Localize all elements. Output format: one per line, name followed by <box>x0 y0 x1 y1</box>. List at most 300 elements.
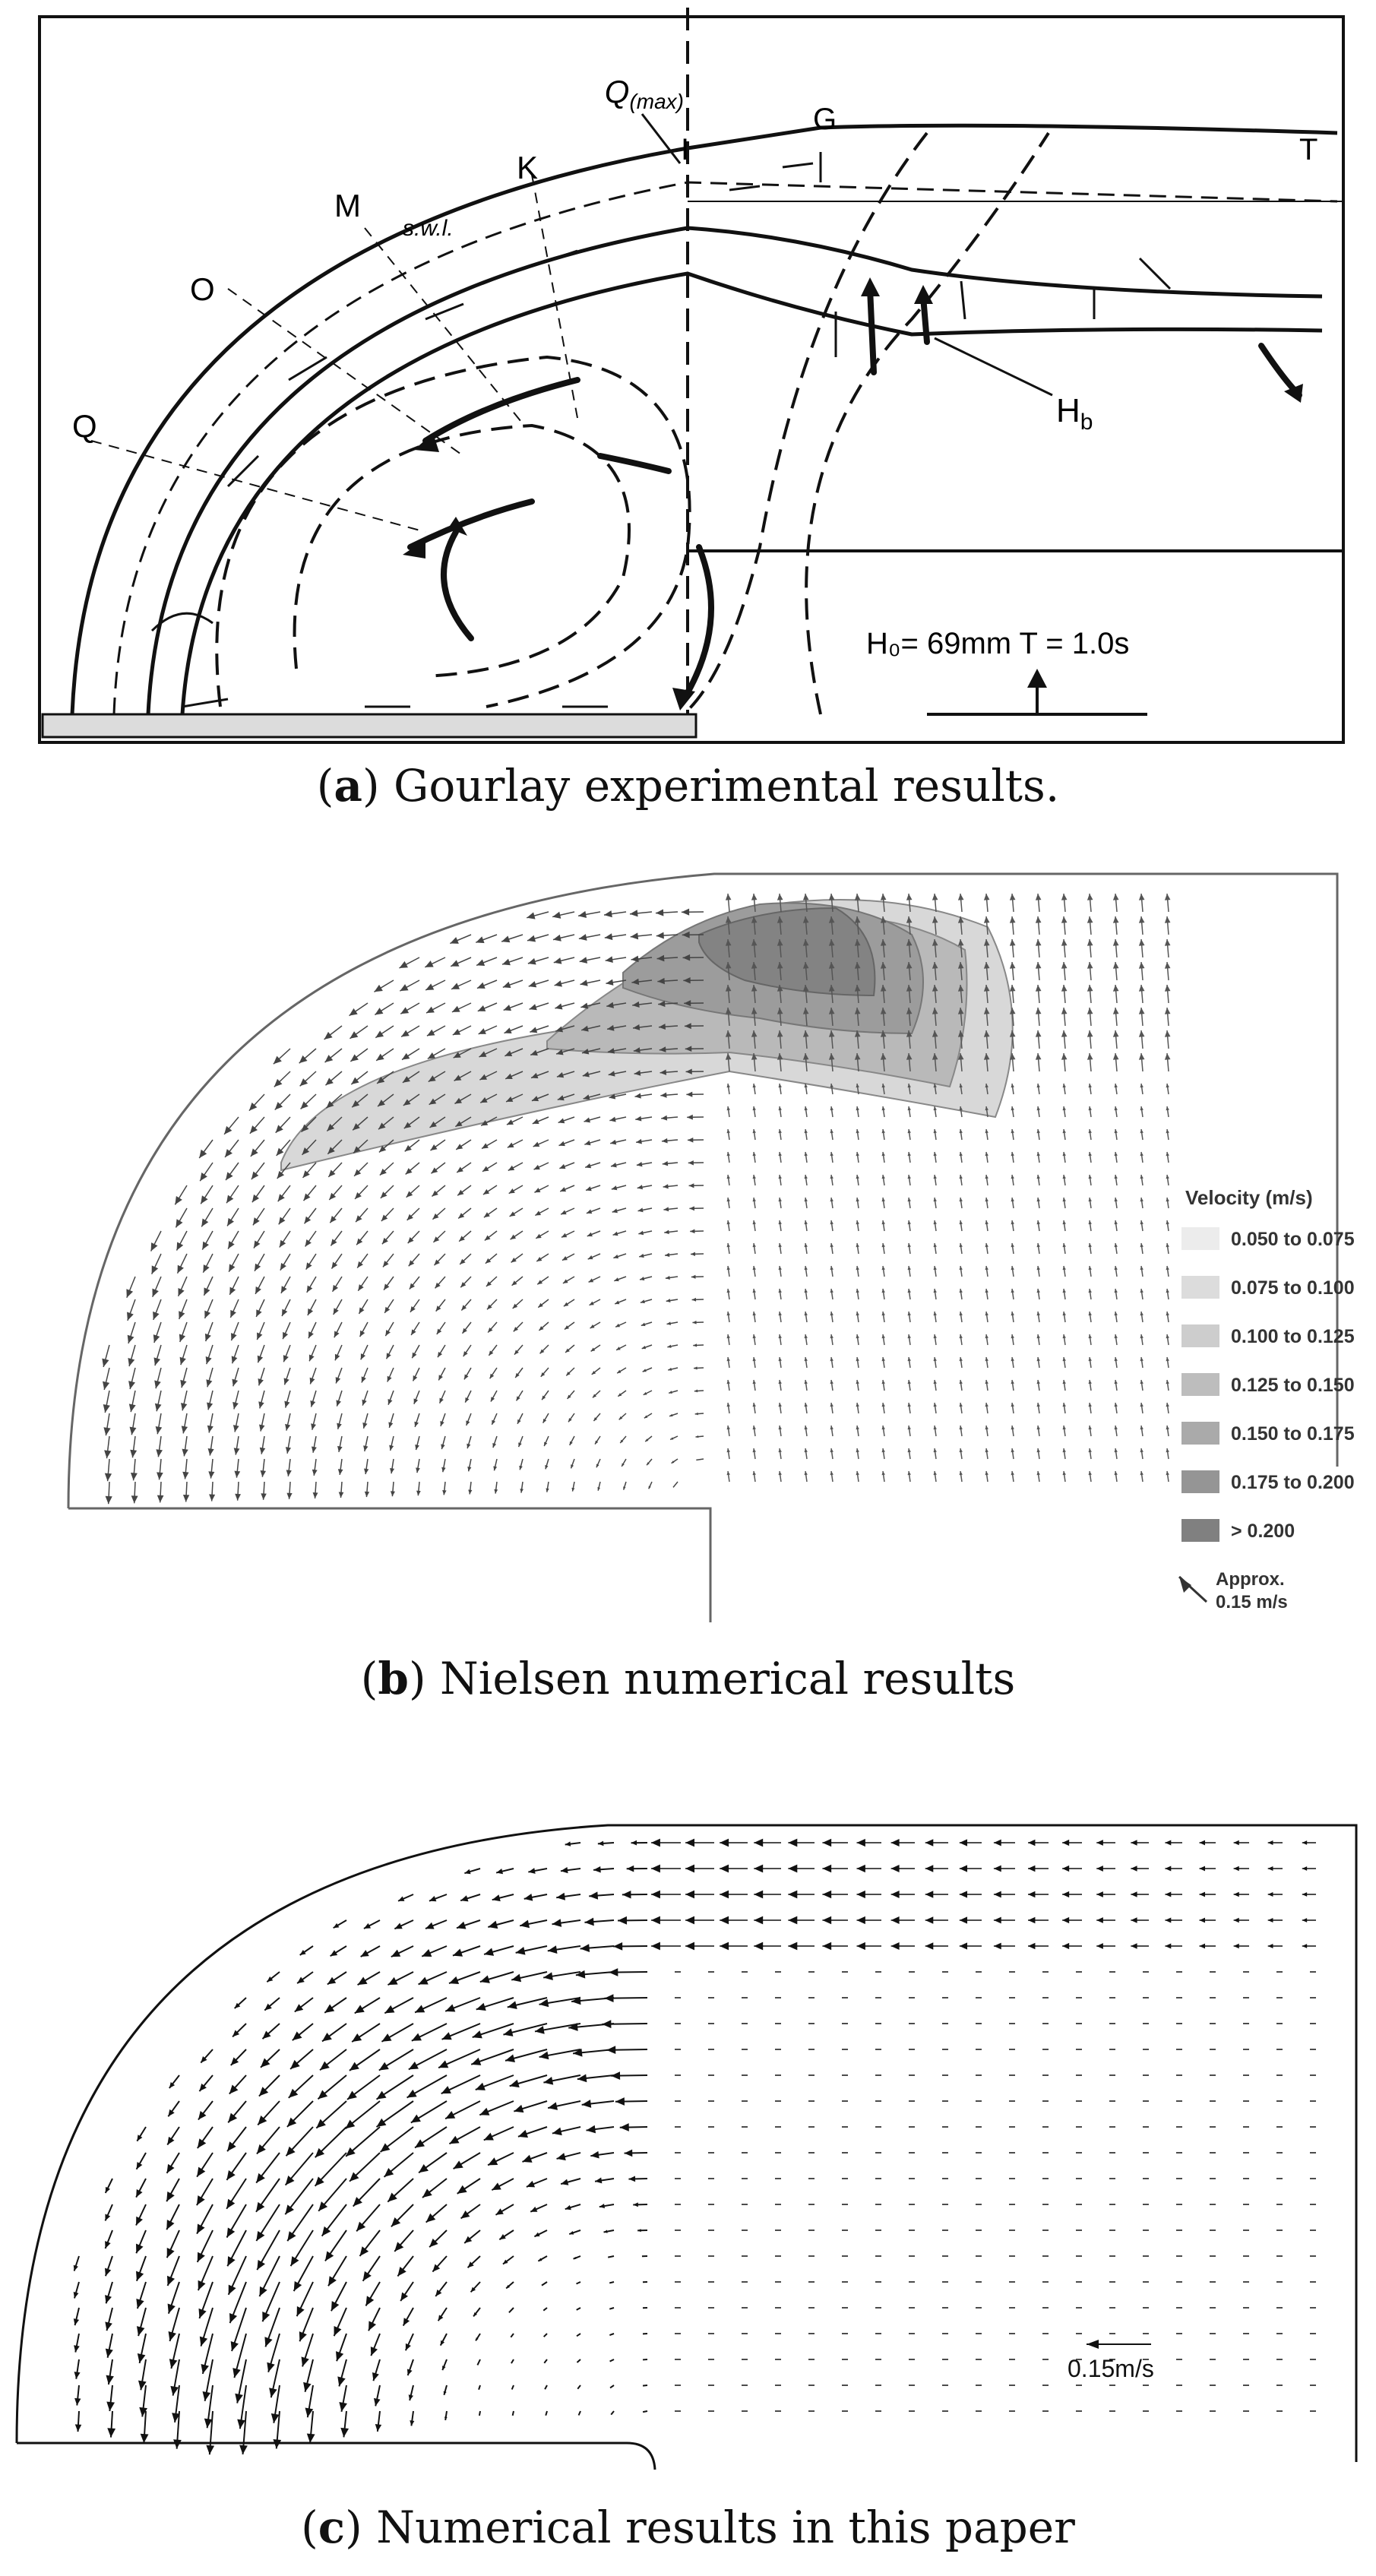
vector-arrow-head <box>689 1183 694 1188</box>
vector-arrow-head <box>228 1241 235 1248</box>
vector-arrow-head <box>635 1116 641 1122</box>
vector-arrow-head <box>604 910 612 917</box>
vector-arrow-head <box>375 1030 384 1037</box>
vector-arrow-head <box>514 2105 524 2112</box>
vector-arrow-head <box>375 1008 383 1014</box>
vector-arrow-head <box>351 1078 359 1084</box>
vector-arrow-head <box>891 1942 900 1950</box>
vector-arrow-head <box>984 894 990 900</box>
vector-arrow-head <box>492 1443 496 1448</box>
vector-arrow-head <box>225 1149 232 1157</box>
vector-arrow-head <box>350 1008 358 1016</box>
vector-arrow <box>609 2334 614 2335</box>
vector-arrow-head <box>331 1239 337 1245</box>
vector-arrow-head <box>471 2058 481 2065</box>
vector-arrow-head <box>1200 1944 1206 1949</box>
vector-arrow-head <box>1062 1891 1069 1897</box>
vector-arrow-head <box>310 1400 315 1407</box>
vector-arrow-head <box>606 979 613 986</box>
vector-arrow-head <box>441 1467 445 1473</box>
vector-arrow-head <box>1165 916 1171 923</box>
vector-arrow-head <box>822 1891 831 1899</box>
vector-arrow-head <box>615 2097 625 2106</box>
vector-arrow-head <box>430 1144 437 1150</box>
vector-arrow-head <box>201 1219 208 1227</box>
vector-arrow-head <box>464 1869 470 1874</box>
vector-arrow-head <box>260 1448 265 1454</box>
vector-arrow-head <box>283 1355 289 1362</box>
vector-arrow <box>610 2385 614 2388</box>
vector-arrow-head <box>350 1031 358 1039</box>
vector-arrow-head <box>777 894 783 900</box>
vector-arrow-head <box>1139 1053 1145 1060</box>
vector-arrow-head <box>388 1399 393 1405</box>
vector-arrow-head <box>130 1427 137 1435</box>
vector-arrow-head <box>1010 985 1016 992</box>
vector-arrow-head <box>203 2391 211 2401</box>
vector-arrow-head <box>1302 1866 1307 1871</box>
vector-arrow-head <box>1165 1008 1171 1014</box>
legend-label: 0.125 to 0.150 <box>1231 1375 1355 1396</box>
legend-ref-line1: Approx. <box>1216 1569 1285 1590</box>
vector-arrow-head <box>822 1865 831 1873</box>
vector-arrow-head <box>754 1916 763 1925</box>
vector-arrow-head <box>153 1312 159 1320</box>
vector-arrow-head <box>618 1916 627 1925</box>
vector-arrow-head <box>1165 1840 1171 1845</box>
vector-arrow-head <box>511 1235 516 1239</box>
vector-arrow-head <box>480 1976 490 1983</box>
label-k: K <box>517 150 539 185</box>
vector-arrow-head <box>239 2445 248 2454</box>
vector-arrow-head <box>297 1977 305 1984</box>
vector-arrow-head <box>484 1212 490 1217</box>
vector-arrow-head <box>454 2160 463 2169</box>
vector-arrow-head <box>102 1359 109 1367</box>
vector-arrow-head <box>636 1139 642 1144</box>
vector-arrow-head <box>457 2185 467 2194</box>
vector-arrow-head <box>227 2141 236 2151</box>
vector-arrow-head <box>1087 916 1093 923</box>
vector-arrow-head <box>960 1942 967 1949</box>
vector-arrow-head <box>1165 985 1171 992</box>
vector-arrow-head <box>105 1473 112 1482</box>
vector-arrow-head <box>1131 1891 1137 1897</box>
vector-arrow-head <box>595 2177 602 2183</box>
vector-arrow-head <box>822 1942 831 1951</box>
vector-arrow-head <box>287 2231 296 2241</box>
vector-arrow-head <box>1165 1917 1171 1923</box>
vector-arrow-head <box>324 1032 333 1040</box>
vector-arrow-head <box>167 2164 175 2173</box>
vector-arrow-head <box>754 1942 763 1951</box>
vector-arrow-head <box>105 2295 112 2303</box>
vector-arrow-head <box>208 1448 214 1456</box>
vector-arrow <box>577 2334 580 2336</box>
legend-label: > 0.200 <box>1231 1521 1295 1542</box>
vector-arrow-head <box>138 2353 146 2363</box>
vector-arrow-head <box>580 1944 590 1952</box>
vector-arrow-head <box>106 2402 115 2411</box>
vector-arrow-head <box>352 2033 362 2042</box>
vector-arrow-head <box>339 2402 347 2412</box>
vector-arrow-head <box>414 1422 419 1427</box>
label-g: G <box>813 103 837 136</box>
vector-arrow-head <box>651 1942 660 1951</box>
vector-arrow-head <box>303 2382 311 2392</box>
vector-arrow-head <box>440 1421 444 1426</box>
vector-arrow-head <box>822 1916 831 1925</box>
vector-arrow-head <box>337 1446 343 1452</box>
vector-arrow-head <box>751 894 758 900</box>
vector-arrow-head <box>476 2083 486 2090</box>
vector-arrow-head <box>582 2100 592 2108</box>
vector-arrow-head <box>488 1921 498 1929</box>
vector-arrow-head <box>1036 894 1042 900</box>
vector-arrow-head <box>634 1093 641 1099</box>
vector-arrow-head <box>279 1217 286 1224</box>
vector-arrow-head <box>340 2428 349 2437</box>
vector-arrow-head <box>558 1118 565 1123</box>
vector-arrow-head <box>460 1895 468 1901</box>
vector-arrow-head <box>74 2345 80 2352</box>
vector-arrow-head <box>1062 1866 1069 1872</box>
vector-arrow-head <box>1139 1030 1145 1037</box>
panel-b-vector-field <box>0 866 1376 1626</box>
vector-arrow-head <box>692 1298 696 1302</box>
vector-arrow-head <box>1165 1053 1171 1060</box>
vector-arrow-head <box>660 1093 666 1098</box>
vector-arrow-head <box>457 1166 463 1172</box>
vector-arrow-head <box>155 1404 162 1411</box>
vector-arrow-head <box>311 1423 316 1429</box>
vector-arrow-head <box>1234 1892 1239 1897</box>
vector-arrow-head <box>416 1467 420 1473</box>
vector-arrow-head <box>685 1891 694 1899</box>
vector-arrow-head <box>598 1841 604 1847</box>
vector-arrow-head <box>1234 1944 1239 1948</box>
vector-arrow-head <box>476 2003 486 2011</box>
vector-arrow <box>546 2411 547 2416</box>
vector-arrow-head <box>167 2137 174 2145</box>
vector-arrow-head <box>516 1947 526 1955</box>
vector-arrow-head <box>389 1445 394 1451</box>
vector-arrow-head <box>958 894 964 900</box>
vector-arrow-head <box>103 1381 109 1390</box>
vector-arrow-head <box>1165 1030 1171 1037</box>
vector-arrow-head <box>576 1970 585 1979</box>
vector-arrow-head <box>661 1116 667 1121</box>
vector-arrow-head <box>128 1381 135 1389</box>
vector-arrow-head <box>605 933 613 940</box>
vector-arrow-head <box>651 1865 660 1873</box>
vector-arrow-head <box>350 2062 359 2071</box>
vector-arrow-head <box>925 1891 934 1898</box>
vector-arrow-head <box>327 1977 336 1985</box>
vector-arrow-head <box>295 2004 303 2011</box>
vector-arrow-head <box>685 1865 694 1873</box>
vector-arrow-head <box>154 1381 161 1389</box>
legend-label: 0.100 to 0.125 <box>1231 1326 1355 1347</box>
vector-arrow-head <box>365 1492 369 1497</box>
vector-arrow-head <box>1113 985 1119 992</box>
vector-arrow <box>577 2282 580 2283</box>
vector-arrow <box>544 2359 547 2363</box>
vector-arrow-head <box>226 1172 233 1180</box>
vector-arrow-head <box>306 1262 312 1269</box>
vector-arrow-head <box>602 2020 611 2028</box>
vector-arrow-head <box>391 1491 395 1496</box>
vector-arrow-head <box>631 956 639 963</box>
panel-b <box>0 866 1376 1626</box>
legend-label: 0.075 to 0.100 <box>1231 1277 1355 1299</box>
vector-arrow-head <box>688 1138 693 1143</box>
vector-arrow-head <box>357 1261 363 1268</box>
vector-arrow-head <box>505 1027 512 1033</box>
vector-arrow-head <box>1302 1840 1307 1845</box>
vector-arrow-head <box>554 957 562 964</box>
vector-arrow-head <box>347 2090 357 2099</box>
vector-arrow-head <box>528 1868 535 1874</box>
vector-arrow-head <box>611 2071 620 2080</box>
vector-arrow-head <box>278 1194 285 1201</box>
vector-arrow-head <box>556 1893 565 1900</box>
vector-arrow-head <box>411 1329 416 1335</box>
legend-title: Velocity (m/s) <box>1185 1186 1313 1209</box>
vector-arrow <box>511 2334 514 2337</box>
vector-arrow <box>542 2282 547 2286</box>
vector-arrow-head <box>530 1027 537 1033</box>
vector-arrow-head <box>829 894 835 900</box>
vector-arrow-head <box>1234 1866 1239 1871</box>
vector-arrow-head <box>788 1891 797 1899</box>
vector-arrow-head <box>586 1186 592 1191</box>
vector-arrow-head <box>127 1312 134 1320</box>
vector-arrow-head <box>857 1865 865 1872</box>
vector-arrow-head <box>205 1334 211 1341</box>
vector-arrow-head <box>1010 894 1016 900</box>
vector-arrow-head <box>251 1172 258 1179</box>
vector-arrow-head <box>388 1422 393 1427</box>
vector-arrow-head <box>431 1167 438 1173</box>
vector-arrow-head <box>182 1449 188 1457</box>
vector-arrow-head <box>687 1115 693 1120</box>
vector-arrow-head <box>502 959 511 966</box>
vector-arrow-head <box>1200 1866 1206 1872</box>
caption-a: (a) Gourlay experimental results. <box>316 760 1060 812</box>
vector-arrow-head <box>1165 1866 1171 1871</box>
vector-arrow-head <box>1165 894 1171 900</box>
vector-arrow-head <box>313 1492 318 1498</box>
vector-arrow-head <box>720 1839 729 1847</box>
vector-arrow-head <box>322 2033 332 2041</box>
vector-arrow-head <box>401 1030 410 1037</box>
vector-arrow-head <box>637 1185 643 1189</box>
vector-arrow-head <box>302 2356 309 2366</box>
vector-arrow-head <box>310 1378 315 1385</box>
vector-arrow-head <box>1139 962 1145 969</box>
vector-arrow-head <box>156 1449 163 1457</box>
vector-arrow-head <box>606 2046 615 2054</box>
vector-arrow-head <box>157 1495 164 1503</box>
vector-arrow-head <box>339 1492 344 1498</box>
vector-arrow-head <box>305 1239 312 1246</box>
vector-arrow-head <box>364 1469 369 1474</box>
vector-arrow-head <box>1165 1891 1171 1897</box>
vector-arrow-head <box>226 2170 235 2180</box>
vector-arrow-head <box>925 1942 934 1950</box>
vector-arrow-head <box>960 1839 967 1846</box>
vector-arrow-head <box>524 1894 533 1901</box>
legend-swatch <box>1181 1276 1219 1299</box>
vector-arrow-head <box>131 1495 138 1503</box>
vector-arrow-head <box>925 1865 934 1872</box>
vector-arrow-head <box>720 1891 729 1899</box>
vector-arrow-head <box>384 1307 390 1313</box>
label-swl: s.w.l. <box>403 216 454 241</box>
vector-arrow-head <box>449 1976 459 1984</box>
vector-arrow-head <box>104 1450 111 1458</box>
vector-arrow-head <box>688 1160 694 1165</box>
label-q: Q <box>72 408 97 444</box>
vector-arrow-head <box>405 1145 412 1151</box>
vector-arrow-head <box>175 1196 182 1204</box>
vector-arrow-head <box>267 2362 274 2372</box>
vector-arrow-head <box>207 1426 214 1433</box>
vector-arrow-head <box>338 1469 343 1475</box>
vector-arrow <box>543 2308 547 2311</box>
vector-arrow-head <box>689 1206 694 1210</box>
vector-arrow-head <box>153 1334 160 1343</box>
vector-arrow-head <box>280 1240 286 1248</box>
vector-arrow-head <box>692 1321 696 1324</box>
vector-arrow-head <box>105 2321 112 2331</box>
velocity-legend <box>1179 1186 1355 1612</box>
vector-arrow-head <box>1036 1030 1042 1037</box>
vector-arrow <box>696 1459 704 1460</box>
vector-arrow-head <box>107 2428 115 2437</box>
vector-arrow-head <box>925 1916 934 1924</box>
vector-arrow-head <box>501 936 510 943</box>
vector-arrow-head <box>613 1255 618 1258</box>
vector-arrow-head <box>651 1916 660 1925</box>
vector-arrow-head <box>1061 939 1068 946</box>
vector-arrow-head <box>137 2326 144 2336</box>
vector-arrow-head <box>261 1493 266 1500</box>
vector-arrow-head <box>925 1839 934 1847</box>
vector-arrow-head <box>180 1380 186 1388</box>
vector-arrow-head <box>593 1866 601 1872</box>
vector-arrow-head <box>754 1839 763 1847</box>
vector-arrow-head <box>578 911 587 918</box>
vector-arrow-head <box>1087 1008 1093 1014</box>
vector-arrow-head <box>555 1003 562 1009</box>
vector-arrow-head <box>857 1942 865 1950</box>
vector-arrow <box>544 2334 547 2337</box>
vector-arrow-head <box>855 894 861 900</box>
vector-arrow-head <box>285 2204 294 2214</box>
vector-arrow-head <box>555 980 562 986</box>
vector-arrow-head <box>429 1896 436 1901</box>
vector-arrow-head <box>994 1891 1001 1898</box>
vector-arrow-head <box>881 894 887 900</box>
vector-arrow-head <box>1036 1008 1042 1014</box>
vector-arrow-head <box>631 1840 637 1846</box>
vector-arrow-head <box>1096 1866 1103 1872</box>
vector-arrow-head <box>437 1329 441 1334</box>
vector-arrow-head <box>350 1054 359 1061</box>
vector-arrow-head <box>233 1425 239 1432</box>
vector-arrow-head <box>377 2091 387 2100</box>
vector-arrow-head <box>620 2123 629 2131</box>
vector-arrow-head <box>1062 1943 1069 1949</box>
vector-arrow-head <box>690 1229 694 1233</box>
vector-arrow-head <box>580 957 587 964</box>
vector-arrow-head <box>503 982 511 988</box>
legend-label: 0.150 to 0.175 <box>1231 1423 1355 1445</box>
vector-arrow-head <box>994 1866 1001 1872</box>
vector-arrow-head <box>1087 962 1093 969</box>
vector-arrow-head <box>256 2231 264 2241</box>
vector-arrow <box>577 2385 580 2389</box>
vector-arrow-head <box>1268 1866 1273 1871</box>
vector-arrow-head <box>1165 939 1171 946</box>
vector-arrow-head <box>1131 1917 1137 1923</box>
vector-arrow-head <box>331 1262 337 1269</box>
vector-arrow-head <box>410 1306 416 1312</box>
vector-arrow-head <box>693 1343 697 1347</box>
vector-arrow-head <box>376 1054 384 1061</box>
vector-arrow-head <box>585 1163 591 1168</box>
caption-b: (b) Nielsen numerical results <box>360 1653 1016 1704</box>
vector-arrow-head <box>363 1445 368 1451</box>
vector-arrow-head <box>1165 1943 1171 1948</box>
vector-arrow-head <box>571 1464 574 1468</box>
vector-arrow-head <box>106 1496 112 1504</box>
vector-arrow <box>609 2282 614 2283</box>
vector-arrow-head <box>1036 962 1042 969</box>
vector-arrow-head <box>906 894 913 900</box>
vector-arrow-head <box>622 1891 631 1898</box>
vector-arrow-head <box>558 1141 565 1146</box>
vector-arrow-head <box>631 932 638 939</box>
label-q-max: Q(max) <box>604 74 684 113</box>
vector-arrow-head <box>1139 916 1145 923</box>
vector-arrow-head <box>960 1916 967 1923</box>
vector-arrow-head <box>625 2150 633 2157</box>
vector-arrow-head <box>355 2005 365 2014</box>
vector-arrow-head <box>305 1217 312 1224</box>
vector-arrow-head <box>1087 939 1093 946</box>
vector-arrow <box>609 2308 614 2309</box>
vector-arrow-head <box>226 1195 233 1204</box>
vector-arrow-head <box>291 2256 299 2266</box>
vector-arrow <box>673 1482 678 1487</box>
vector-arrow-head <box>584 1141 590 1146</box>
vector-arrow-head <box>1113 939 1119 946</box>
vector-arrow-head <box>1200 1840 1206 1846</box>
vector-arrow-head <box>411 2115 421 2123</box>
vector-arrow-head <box>264 2337 272 2347</box>
vector-arrow-head <box>1087 985 1093 992</box>
vector-arrow-head <box>1061 985 1068 992</box>
vector-arrow-head <box>932 894 938 900</box>
vector-arrow-head <box>1028 1917 1035 1924</box>
vector-arrow-head <box>994 1917 1001 1924</box>
vector-arrow-head <box>201 2364 209 2374</box>
vector-arrow-head <box>324 2005 334 2013</box>
vector-arrow-head <box>129 1404 136 1412</box>
